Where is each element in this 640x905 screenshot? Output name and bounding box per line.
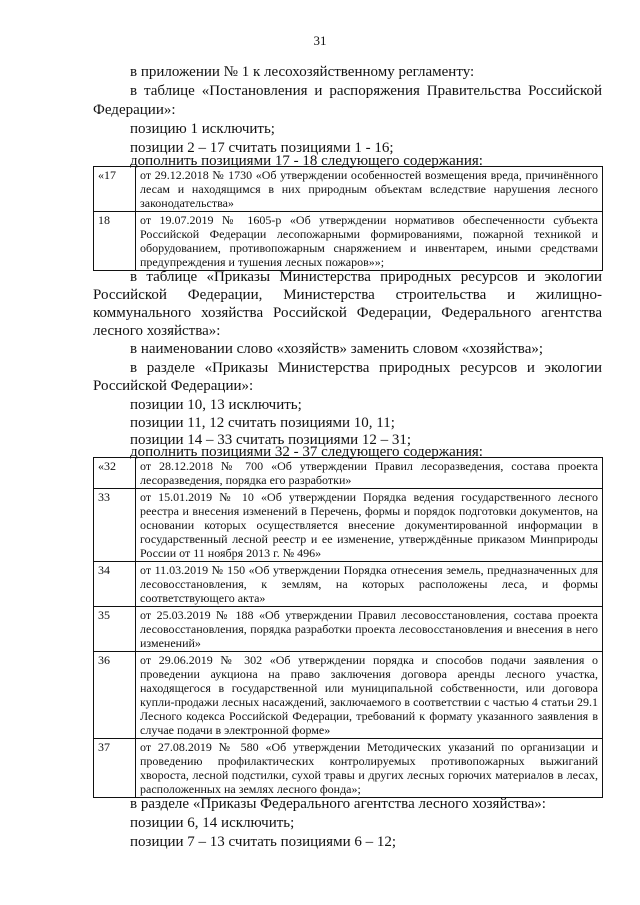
table-row	[94, 562, 603, 607]
paragraph-line: позиции 11, 12 считать позициями 10, 11;	[130, 415, 395, 431]
row-number: «32	[94, 458, 136, 489]
row-number: 18	[94, 212, 136, 271]
paragraph-line: в приложении № 1 к лесохозяйственному регламенту:	[130, 64, 475, 80]
table-row	[94, 739, 603, 798]
paragraph-line: Федерации»:	[93, 102, 176, 118]
paragraph-line: дополнить позициями 17 - 18 следующего содержания:	[130, 153, 483, 169]
table-row	[94, 489, 603, 562]
row-number: 34	[94, 562, 136, 607]
positions-table-1	[93, 166, 603, 271]
table-row	[94, 212, 603, 271]
paragraph-line: дополнить позициями 32 - 37 следующего содержания:	[130, 444, 483, 460]
paragraph-line: в таблице «Приказы Министерства природных ресурсов и экологии	[130, 269, 602, 285]
row-text: от 15.01.2019 № 10 «Об утверждении Порядка ведения государственного лесного реестра и внесения изменений в Перечень, формы и порядок подготовки документов, на основании которых осуществляется внесение документированной информации в государственный лесной реестр и ее изменение, утверждённые приказом Минприроды России от 11 ноября 2013 г. № 496»	[136, 489, 603, 562]
paragraph-line: позиции 10, 13 исключить;	[130, 397, 302, 413]
paragraph-line: лесного хозяйства»:	[93, 323, 221, 339]
paragraph-line: позиции 6, 14 исключить;	[130, 815, 295, 831]
row-text: от 19.07.2019 № 1605-р «Об утверждении нормативов обеспеченности субъекта Российской Федерации лесопожарными формированиями, пожарной техникой и оборудованием, противопожарным снаряжением и инвентарем, иными средствами предупреждения и тушения лесных пожаров»»;	[136, 212, 603, 271]
paragraph-line: Российской Федерации, Министерства строительства и жилищно-	[93, 287, 602, 303]
paragraph-line: позиции 7 – 13 считать позициями 6 – 12;	[130, 834, 397, 850]
row-text: от 25.03.2019 № 188 «Об утверждении Правил лесовосстановления, состава проекта лесовосстановления, порядка разработки проекта лесовосстановления и внесения в него изменений»	[136, 607, 603, 652]
row-text: от 28.12.2018 № 700 «Об утверждении Правил лесоразведения, состава проекта лесоразведения, порядка его разработки»	[136, 458, 603, 489]
row-number: 35	[94, 607, 136, 652]
paragraph-line: в разделе «Приказы Федерального агентства лесного хозяйства»:	[130, 796, 546, 812]
paragraph-line: в разделе «Приказы Министерства природных ресурсов и экологии	[130, 360, 602, 376]
positions-table-2	[93, 457, 603, 798]
table-row	[94, 458, 603, 489]
paragraph-line: позиции 2 – 17 считать позициями 1 - 16;	[130, 140, 394, 156]
row-number: 33	[94, 489, 136, 562]
row-text: от 29.12.2018 № 1730 «Об утверждении особенностей возмещения вреда, причинённого лесам и находящимся в них природным объектам вследствие нарушения лесного законодательства»	[136, 167, 603, 212]
row-number: 36	[94, 652, 136, 739]
paragraph-line: позиции 14 – 33 считать позициями 12 – 31;	[130, 432, 412, 448]
page-number: 31	[313, 33, 327, 48]
paragraph-line: коммунального хозяйства Российской Федерации, Федерального агентства	[93, 305, 602, 321]
paragraph-line: Российской Федерации»:	[93, 378, 254, 394]
paragraph-line: в таблице «Постановления и распоряжения Правительства Российской	[130, 83, 602, 99]
paragraph-line: в наименовании слово «хозяйств» заменить словом «хозяйства»;	[130, 341, 544, 357]
table-row	[94, 607, 603, 652]
paragraph-line: позицию 1 исключить;	[130, 121, 275, 137]
table-row	[94, 652, 603, 739]
row-text: от 27.08.2019 № 580 «Об утверждении Методических указаний по организации и проведению профилактических контролируемых противопожарных выжиганий хвороста, лесной подстилки, сухой травы и других лесных горючих материалов в лесах, расположенных на землях лесного фонда»;	[136, 739, 603, 798]
row-text: от 11.03.2019 № 150 «Об утверждении Порядка отнесения земель, предназначенных для лесовосстановления, к землям, на которых расположены леса, и формы соответствующего акта»	[136, 562, 603, 607]
table-row	[94, 167, 603, 212]
row-text: от 29.06.2019 № 302 «Об утверждении порядка и способов подачи заявления о проведении аукциона на право заключения договора аренды лесного участка, находящегося в государственной или муниципальной собственности, или договора купли-продажи лесных насаждений, заключаемого в соответствии с частью 4 статьи 29.1 Лесного кодекса Российской Федерации, требований к формату указанного заявления в случае подачи в электронной форме»	[136, 652, 603, 739]
row-number: «17	[94, 167, 136, 212]
row-number: 37	[94, 739, 136, 798]
